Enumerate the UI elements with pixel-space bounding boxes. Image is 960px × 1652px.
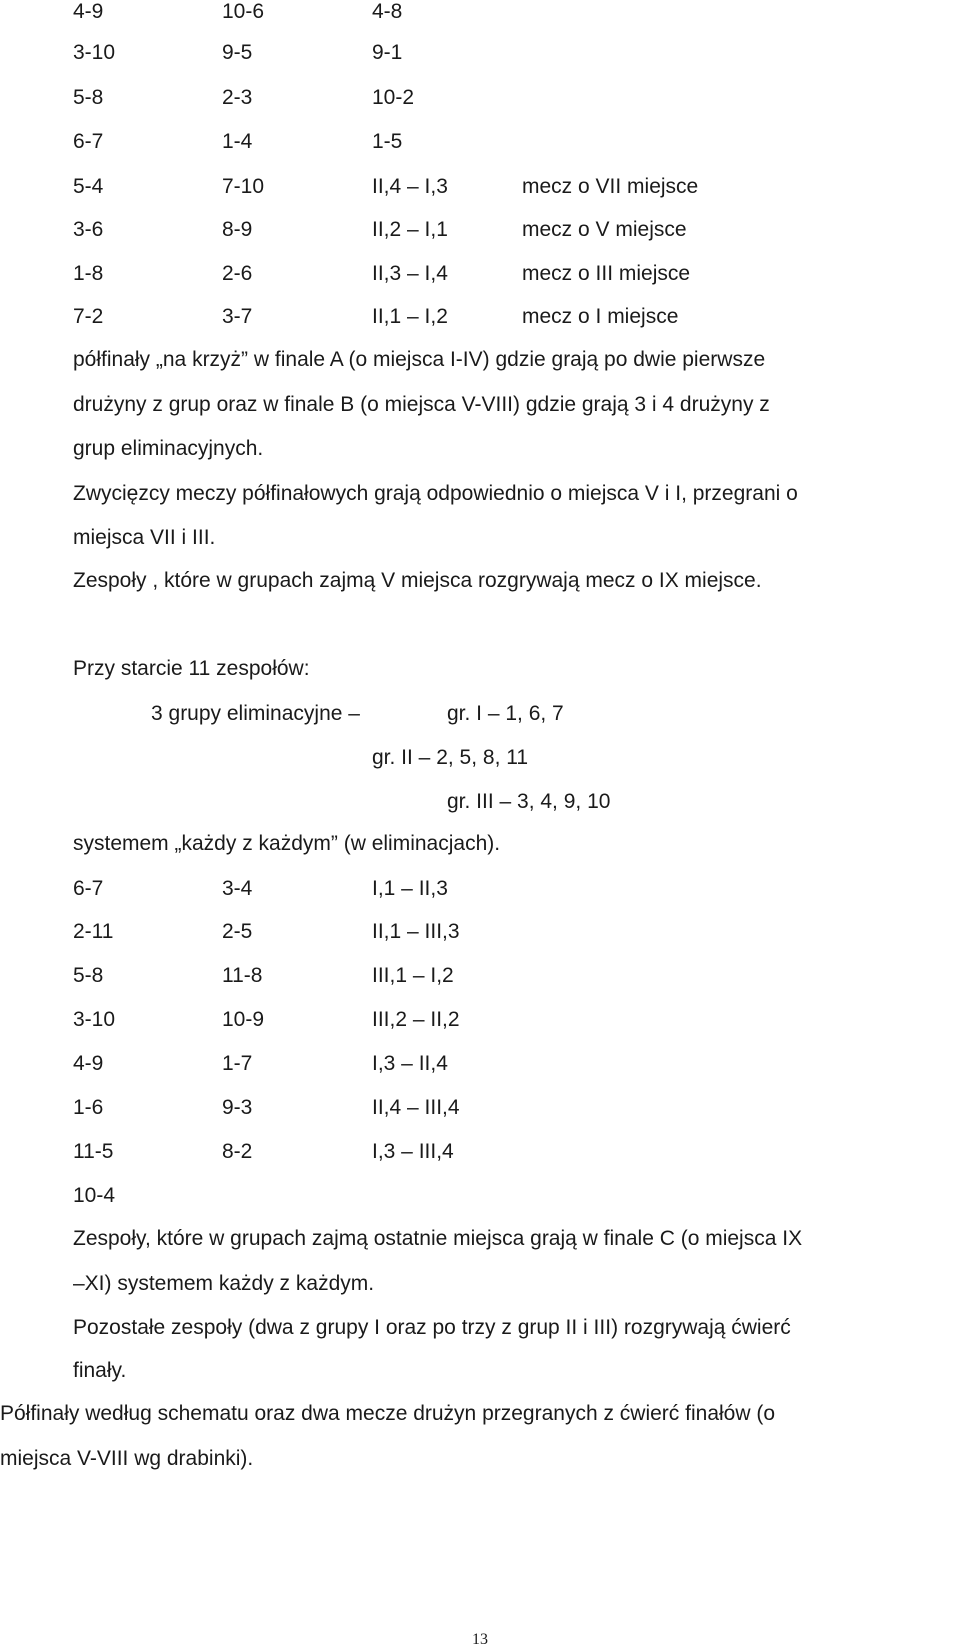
text-line: półfinały „na krzyż” w finale A (o miejsca I-IV) gdzie grają po dwie pierwsze bbox=[73, 348, 766, 371]
table-cell: 10-2 bbox=[372, 86, 415, 109]
table-cell: 8-2 bbox=[222, 1140, 253, 1163]
table-cell: 3-7 bbox=[222, 305, 253, 328]
text-line: Zwycięzcy meczy półfinałowych grają odpowiednio o miejsca V i I, przegrani o bbox=[73, 482, 798, 505]
system-line: systemem „każdy z każdym” (w eliminacjach). bbox=[73, 832, 501, 855]
table-cell: II,1 – I,2 bbox=[372, 305, 448, 328]
table-cell: 11-5 bbox=[73, 1140, 114, 1163]
table-cell: I,3 – II,4 bbox=[372, 1052, 448, 1075]
text-line: drużyny z grup oraz w finale B (o miejsca V-VIII) gdzie grają 3 i 4 drużyny z bbox=[73, 393, 770, 416]
table-cell: I,1 – II,3 bbox=[372, 877, 448, 900]
table-cell: 4-9 bbox=[73, 1052, 104, 1075]
table-cell: 1-8 bbox=[73, 262, 104, 285]
table-cell: mecz o VII miejsce bbox=[522, 175, 699, 198]
text-line: Półfinały według schematu oraz dwa mecze drużyn przegranych z ćwierć finałów (o bbox=[0, 1402, 776, 1425]
text-line: Zespoły, które w grupach zajmą ostatnie miejsca grają w finale C (o miejsca IX bbox=[73, 1227, 803, 1250]
table-cell: II,1 – III,3 bbox=[372, 920, 460, 943]
table-cell: 6-7 bbox=[73, 877, 104, 900]
table-cell: mecz o V miejsce bbox=[522, 218, 687, 241]
table-cell: mecz o III miejsce bbox=[522, 262, 691, 285]
table-cell: mecz o I miejsce bbox=[522, 305, 679, 328]
group-3: gr. III – 3, 4, 9, 10 bbox=[447, 790, 611, 813]
table-cell: 5-8 bbox=[73, 86, 104, 109]
table-cell: II,3 – I,4 bbox=[372, 262, 448, 285]
table-cell: II,4 – I,3 bbox=[372, 175, 448, 198]
group-1: gr. I – 1, 6, 7 bbox=[447, 702, 564, 725]
table-cell: 1-5 bbox=[372, 130, 403, 153]
table-cell: 5-8 bbox=[73, 964, 104, 987]
table-cell: 2-6 bbox=[222, 262, 253, 285]
table-cell: II,2 – I,1 bbox=[372, 218, 448, 241]
table-cell: 10-6 bbox=[222, 0, 265, 23]
table-cell: 2-11 bbox=[73, 920, 114, 943]
table-cell: I,3 – III,4 bbox=[372, 1140, 454, 1163]
table-cell: II,4 – III,4 bbox=[372, 1096, 460, 1119]
table-cell: 7-2 bbox=[73, 305, 104, 328]
table-cell: 4-9 bbox=[73, 0, 104, 23]
text-line: miejsca V-VIII wg drabinki). bbox=[0, 1447, 254, 1470]
table-cell: 1-6 bbox=[73, 1096, 104, 1119]
text-line: Pozostałe zespoły (dwa z grupy I oraz po trzy z grup II i III) rozgrywają ćwierć bbox=[73, 1316, 791, 1339]
table-cell: 6-7 bbox=[73, 130, 104, 153]
table-cell: 3-10 bbox=[73, 1008, 116, 1031]
table-cell: 4-8 bbox=[372, 0, 403, 23]
table-cell: 9-1 bbox=[372, 41, 403, 64]
table-cell: 10-9 bbox=[222, 1008, 265, 1031]
text-line: finały. bbox=[73, 1359, 127, 1382]
table-cell: 1-7 bbox=[222, 1052, 253, 1075]
section-heading: Przy starcie 11 zespołów: bbox=[73, 657, 310, 680]
group-2: gr. II – 2, 5, 8, 11 bbox=[372, 746, 529, 769]
table-cell: 2-5 bbox=[222, 920, 253, 943]
text-line: –XI) systemem każdy z każdym. bbox=[73, 1272, 375, 1295]
table-cell: 1-4 bbox=[222, 130, 253, 153]
table-cell: 2-3 bbox=[222, 86, 253, 109]
table-cell: 11-8 bbox=[222, 964, 263, 987]
table-cell: 9-3 bbox=[222, 1096, 253, 1119]
table-cell: III,1 – I,2 bbox=[372, 964, 454, 987]
table-cell: 3-6 bbox=[73, 218, 104, 241]
table-cell: 8-9 bbox=[222, 218, 253, 241]
page-number: 13 bbox=[472, 1631, 488, 1648]
table-cell: 9-5 bbox=[222, 41, 253, 64]
text-line: miejsca VII i III. bbox=[73, 526, 216, 549]
text-line: Zespoły , które w grupach zajmą V miejsca rozgrywają mecz o IX miejsce. bbox=[73, 569, 762, 592]
groups-label: 3 grupy eliminacyjne – bbox=[151, 702, 360, 725]
table-cell: 7-10 bbox=[222, 175, 265, 198]
table-cell: 3-4 bbox=[222, 877, 253, 900]
text-line: grup eliminacyjnych. bbox=[73, 437, 264, 460]
table-cell: 3-10 bbox=[73, 41, 116, 64]
table-cell: 5-4 bbox=[73, 175, 104, 198]
table-cell: 10-4 bbox=[73, 1184, 116, 1207]
table-cell: III,2 – II,2 bbox=[372, 1008, 460, 1031]
